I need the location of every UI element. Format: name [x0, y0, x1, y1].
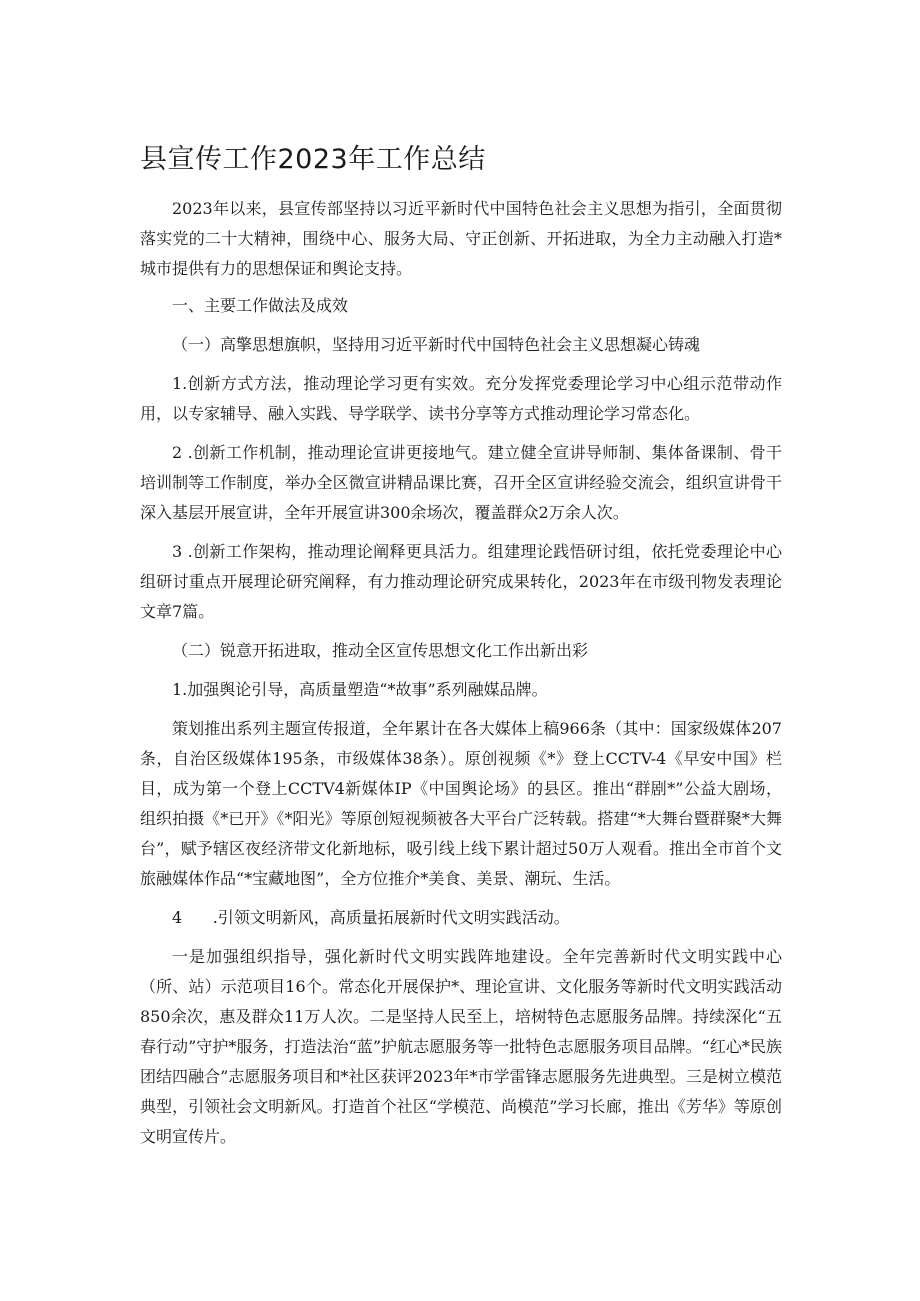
paragraph-media-reports: 策划推出系列主题宣传报道，全年累计在各大媒体上稿966条（其中：国家级媒体207条，自治区级媒体195条，市级媒体38条）。原创视频《*》登上CCTV-4《早安中国》栏目，成为第一个登上CCTV4新媒体IP《中国舆论场》的县区。推出“群剧*”公益大剧场，组织拍摄《*已开》《*阳光》等原创短视频被各大平台广泛转载。搭建“*大舞台暨群聚*大舞台”，赋予辖区夜经济带文化新地标，吸引线上线下累计超过50万人观看。推出全市首个文旅融媒体作品“*宝藏地图”，全方位推介*美食、美景、潮玩、生活。 [140, 719, 782, 888]
subsection-heading-1: （一）高擎思想旗帜，坚持用习近平新时代中国特色社会主义思想凝心铸魂 [172, 335, 701, 354]
paragraph-public-opinion-title: 1.加强舆论引导，高质量塑造“*故事”系列融媒品牌。 [172, 680, 548, 699]
paragraph-civilization-practice: 一是加强组织指导，强化新时代文明实践阵地建设。全年完善新时代文明实践中心（所、站）示范项目16个。常态化开展保护*、理论宣讲、文化服务等新时代文明实践活动850余次，惠及群众11万人次。二是坚持人民至上，培树特色志愿服务品牌。持续深化“五春行动”守护*服务，打造法治“蓝”护航志愿服务等一批特色志愿服务项目品牌。“红心*民族团结四融合”志愿服务项目和*社区获评2023年*市学雷锋志愿服务先进典型。三是树立模范典型，引领社会文明新风。打造首个社区“学模范、尚模范”学习长廊，推出《芳华》等原创文明宣传片。 [140, 947, 782, 1146]
document-body [140, 194, 782, 1152]
paragraph-theory-study: 1.创新方式方法，推动理论学习更有实效。充分发挥党委理论学习中心组示范带动作用，以专家辅导、融入实践、导学联学、读书分享等方式推动理论学习常态化。 [140, 374, 782, 423]
intro-paragraph: 2023年以来，县宣传部坚持以习近平新时代中国特色社会主义思想为指引，全面贯彻落实党的二十大精神，围绕中心、服务大局、守正创新、开拓进取，为全力主动融入打造*城市提供有力的思想保证和舆论支持。 [140, 199, 782, 278]
document-title: 县宣传工作2023年工作总结 [140, 144, 486, 175]
section-heading-1: 一、主要工作做法及成效 [172, 296, 349, 315]
subsection-heading-2: （二）锐意开拓进取，推动全区宣传思想文化工作出新出彩 [172, 641, 589, 660]
paragraph-theory-research: 3 .创新工作架构，推动理论阐释更具活力。组建理论践悟研讨组，依托党委理论中心组研讨重点开展理论研究阐释，有力推动理论研究成果转化，2023年在市级刊物发表理论文章7篇。 [140, 542, 782, 621]
paragraph-civilization-title: 4 .引领文明新风，高质量拓展新时代文明实践活动。 [172, 908, 570, 927]
paragraph-theory-lecture: 2 .创新工作机制，推动理论宣讲更接地气。建立健全宣讲导师制、集体备课制、骨干培训制等工作制度，举办全区微宣讲精品课比赛，召开全区宣讲经验交流会，组织宣讲骨干深入基层开展宣讲，全年开展宣讲300余场次，覆盖群众2万余人次。 [140, 443, 782, 522]
